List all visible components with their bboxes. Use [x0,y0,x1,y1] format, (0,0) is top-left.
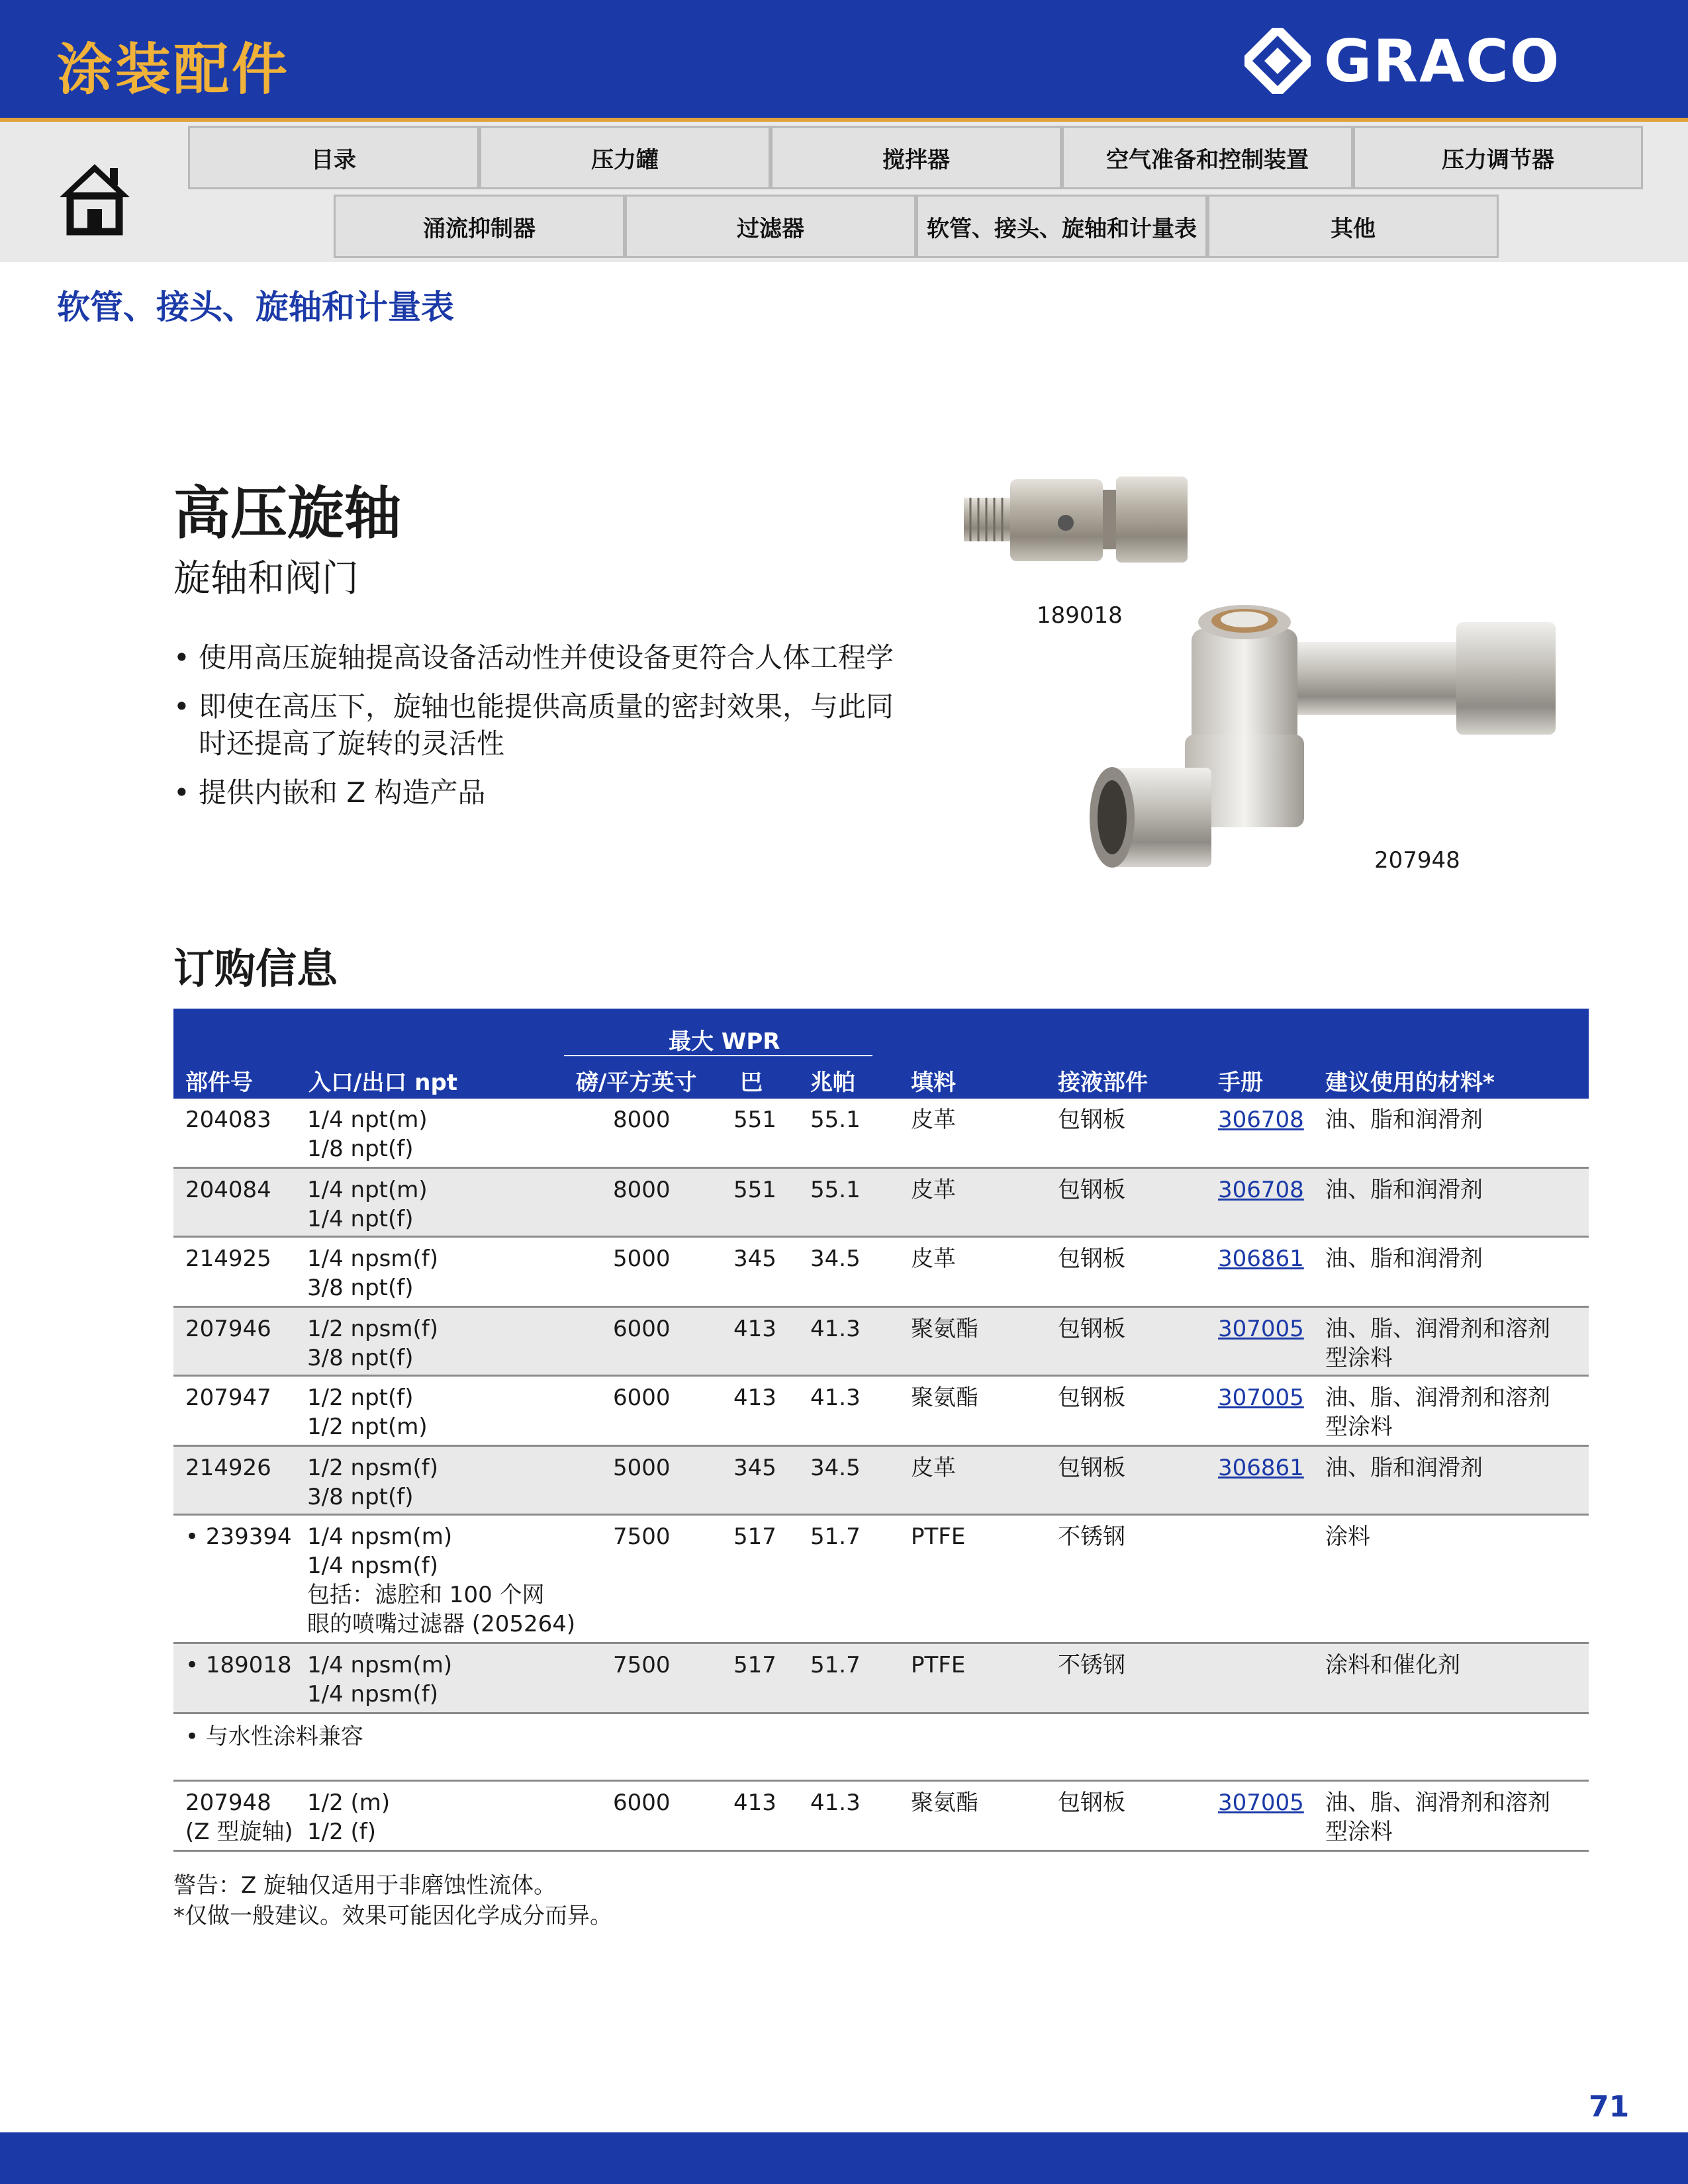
nav-item-hoses-swivels[interactable]: 软管、接头、旋轴和计量表 [916,195,1207,258]
cell-bar: 345 [733,1246,776,1272]
cell-material: 油、脂、润滑剂和溶剂 型涂料 [1325,1790,1550,1845]
column-header-material: 建议使用的材料* [1325,1069,1495,1096]
nav-item-filter[interactable]: 过滤器 [625,195,916,258]
column-header-wetted: 接液部件 [1058,1069,1148,1096]
nav-item-pressure-regulator[interactable]: 压力调节器 [1353,126,1643,189]
nav-item-agitator[interactable]: 搅拌器 [771,126,1062,189]
cell-material: 涂料和催化剂 [1325,1652,1460,1678]
column-header-bar: 巴 [740,1069,763,1096]
group-divider [564,1055,872,1056]
graco-logo[interactable] [1244,28,1561,94]
cell-wetted: 不锈钢 [1058,1524,1125,1550]
cell-material: 油、脂、润滑剂和溶剂 型涂料 [1325,1385,1550,1440]
manual-link[interactable]: 307005 [1218,1790,1304,1816]
footnotes [173,1870,612,1931]
cell-packing: 聚氨酯 [911,1316,978,1342]
cell-part: 214925 [185,1246,271,1272]
cell-npt: 1/4 npsm(m) 1/4 npsm(f) 包括：滤腔和 100 个网 眼的喷嘴过滤器 (205264) [307,1524,576,1637]
cell-bar: 517 [733,1652,776,1678]
logo-text: GRACO [1324,26,1561,95]
cell-mpa: 41.3 [810,1316,861,1342]
cell-psi: 6000 [613,1316,671,1342]
cell-part: 214926 [185,1455,271,1481]
cell-psi: 6000 [613,1385,671,1411]
cell-npt: 1/4 npsm(f) 3/8 npt(f) [307,1246,438,1301]
cell-part: 207948 (Z 型旋轴) [185,1790,293,1845]
cell-npt: 1/4 npsm(m) 1/4 npsm(f) [307,1652,453,1707]
cell-wetted: 包钢板 [1058,1316,1125,1342]
cell-mpa: 41.3 [810,1385,861,1411]
cell-part: 207946 [185,1316,271,1342]
manual-link[interactable]: 306861 [1218,1455,1304,1481]
cell-psi: 8000 [613,1177,671,1203]
nav-item-other[interactable]: 其他 [1207,195,1499,258]
cell-mpa: 51.7 [810,1524,861,1550]
cell-npt: 1/2 npt(f) 1/2 npt(m) [307,1385,428,1440]
feature-list [173,639,902,823]
cell-material: 油、脂和润滑剂 [1325,1455,1483,1481]
table-row [173,1644,1589,1714]
photo-caption: 189018 [1037,602,1123,629]
photo-caption: 207948 [1374,847,1460,874]
manual-link[interactable]: 306708 [1218,1107,1304,1133]
cell-wetted: 不锈钢 [1058,1652,1125,1678]
feature-item: • 即使在高压下，旋轴也能提供高质量的密封效果，与此同时还提高了旋转的灵活性 [173,688,902,762]
order-info-title: 订购信息 [173,944,338,993]
cell-psi: 7500 [613,1524,671,1550]
cell-npt: 1/2 (m) 1/2 (f) [307,1790,391,1845]
column-header-mpa: 兆帕 [810,1069,855,1096]
cell-bar: 551 [733,1107,776,1133]
cell-wetted: 包钢板 [1058,1790,1125,1816]
manual-link[interactable]: 306708 [1218,1177,1304,1203]
cell-npt: 1/2 npsm(f) 3/8 npt(f) [307,1455,438,1510]
table-row [173,1308,1589,1377]
cell-bar: 345 [733,1455,776,1481]
cell-mpa: 55.1 [810,1177,861,1203]
cell-packing: 皮革 [911,1177,956,1203]
column-header-npt: 入口/出口 npt [308,1069,458,1096]
cell-npt: 1/2 npsm(f) 3/8 npt(f) [307,1316,438,1371]
product-title: 高压旋轴 [173,480,401,547]
table-row [173,1238,1589,1308]
cell-packing: PTFE [911,1652,966,1678]
cell-packing: 皮革 [911,1107,956,1133]
cell-mpa: 55.1 [810,1107,861,1133]
cell-mpa: 41.3 [810,1790,861,1816]
cell-wetted: 包钢板 [1058,1455,1125,1481]
cell-bar: 551 [733,1177,776,1203]
cell-mpa: 34.5 [810,1455,861,1481]
cell-material: 涂料 [1325,1524,1370,1550]
general-note: *仅做一般建议。效果可能因化学成分而异。 [173,1903,612,1929]
home-icon[interactable] [56,159,134,237]
cell-psi: 7500 [613,1652,671,1678]
manual-link[interactable]: 306861 [1218,1246,1304,1272]
cell-bar: 413 [733,1790,776,1816]
table-row [173,1377,1589,1447]
nav-item-pressure-tank[interactable]: 压力罐 [479,126,771,189]
nav-item-catalog[interactable]: 目录 [188,126,479,189]
table-row [173,1447,1589,1516]
cell-bar: 413 [733,1316,776,1342]
cell-psi: 5000 [613,1246,671,1272]
cell-bar: 413 [733,1385,776,1411]
column-header-manual: 手册 [1218,1069,1263,1096]
feature-item: • 使用高压旋轴提高设备活动性并使设备更符合人体工程学 [173,639,902,676]
nav-item-air-prep[interactable]: 空气准备和控制装置 [1062,126,1353,189]
cell-psi: 8000 [613,1107,671,1133]
column-header-part: 部件号 [185,1069,253,1096]
cell-packing: PTFE [911,1524,966,1550]
nav-item-surge-suppressor[interactable]: 涌流抑制器 [334,195,625,258]
cell-mpa: 51.7 [810,1652,861,1678]
cell-part: 204084 [185,1177,271,1203]
cell-part: • 239394 [185,1524,292,1550]
cell-wetted: 包钢板 [1058,1385,1125,1411]
section-title: 软管、接头、旋轴和计量表 [57,288,454,326]
cell-wetted: 包钢板 [1058,1177,1125,1203]
table-row [173,1169,1589,1238]
cell-part: 204083 [185,1107,271,1133]
header-title: 涂装配件 [57,37,291,102]
column-group-max-wpr: 最大 WPR [669,1028,780,1055]
graco-logo-icon [1244,28,1311,94]
product-photo-189018 [953,457,1205,582]
cell-material: 油、脂和润滑剂 [1325,1246,1483,1272]
product-photo-207948 [1086,602,1589,887]
cell-part: 207947 [185,1385,271,1411]
cell-npt: 1/4 npt(m) 1/8 npt(f) [307,1107,428,1162]
cell-material: 油、脂和润滑剂 [1325,1107,1483,1133]
cell-packing: 聚氨酯 [911,1790,978,1816]
footer-bar [0,2132,1688,2184]
cell-psi: 5000 [613,1455,671,1481]
table-row [173,1782,1589,1852]
cell-packing: 聚氨酯 [911,1385,978,1411]
cell-wetted: 包钢板 [1058,1107,1125,1133]
cell-packing: 皮革 [911,1246,956,1272]
feature-item: • 提供内嵌和 Z 构造产品 [173,774,902,811]
table-note-row [173,1714,1589,1782]
cell-material: 油、脂、润滑剂和溶剂 型涂料 [1325,1316,1550,1371]
cell-npt: 1/4 npt(m) 1/4 npt(f) [307,1177,428,1232]
page-number: 71 [1589,2090,1630,2124]
column-header-packing: 填料 [911,1069,956,1096]
manual-link[interactable]: 307005 [1218,1316,1304,1342]
manual-link[interactable]: 307005 [1218,1385,1304,1411]
cell-wetted: 包钢板 [1058,1246,1125,1272]
product-subtitle: 旋轴和阀门 [173,557,359,600]
cell-bar: 517 [733,1524,776,1550]
table-row [173,1099,1589,1169]
cell-part: • 189018 [185,1652,292,1678]
table-row [173,1516,1589,1644]
waterborne-note: • 与水性涂料兼容 [185,1723,363,1750]
cell-psi: 6000 [613,1790,671,1816]
cell-material: 油、脂和润滑剂 [1325,1177,1483,1203]
warning-note: 警告：Z 旋轴仅适用于非磨蚀性流体。 [173,1872,557,1899]
column-header-psi: 磅/平方英寸 [576,1069,697,1096]
cell-packing: 皮革 [911,1455,956,1481]
cell-mpa: 34.5 [810,1246,861,1272]
